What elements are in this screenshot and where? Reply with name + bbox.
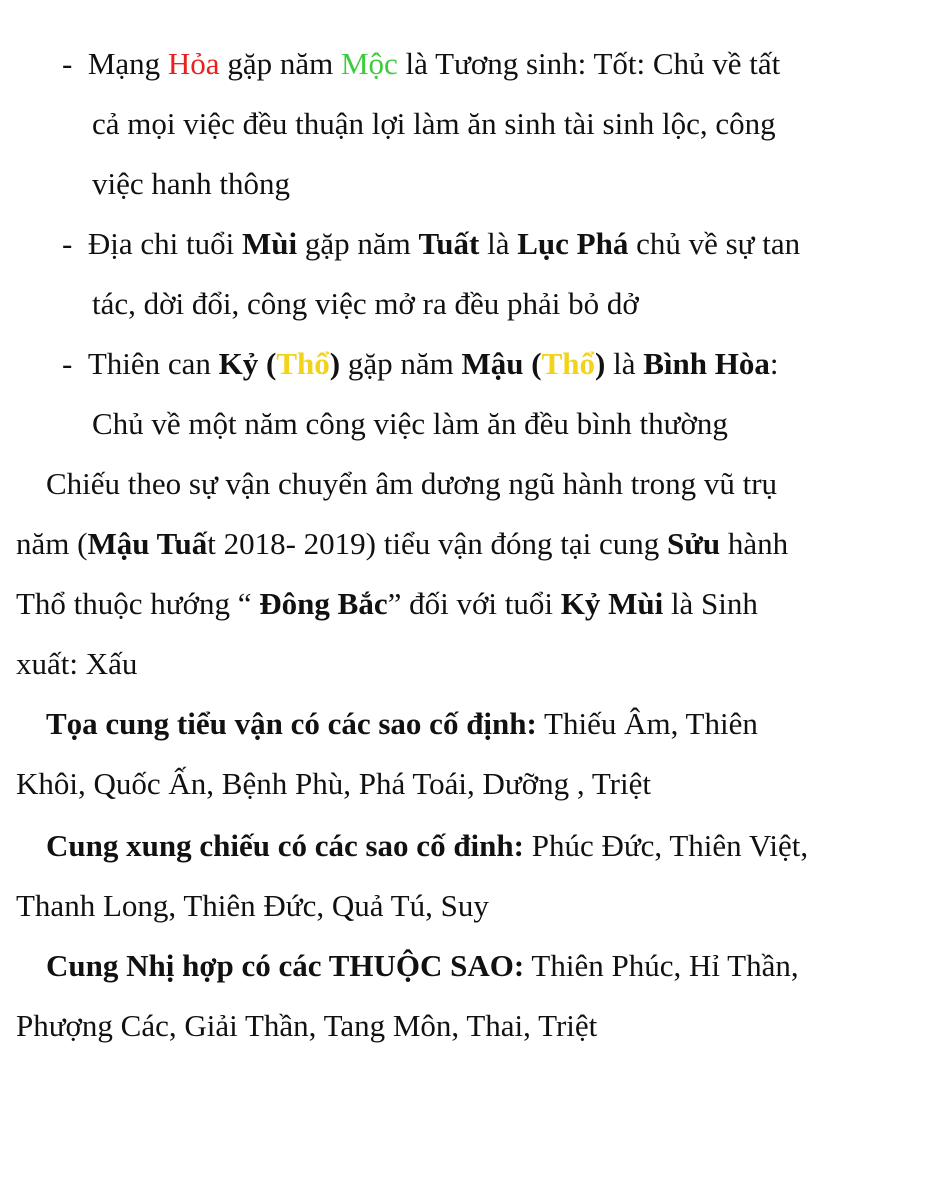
paren: ) xyxy=(329,346,341,381)
text: Thiếu Âm, Thiên xyxy=(536,706,758,741)
bold-term: Kỷ Mùi xyxy=(560,586,664,621)
text: chủ về sự tan xyxy=(628,226,801,261)
paragraph-1-line-4: xuất: Xấu xyxy=(16,646,138,681)
text: Thiên can xyxy=(87,346,219,381)
paragraph-4-line-2: Phượng Các, Giải Thần, Tang Môn, Thai, Triệt xyxy=(16,1008,598,1043)
text: gặp năm xyxy=(219,46,341,81)
section-label: Cung Nhị hợp có các THUỘC SAO: xyxy=(46,948,525,983)
paragraph-3-line-1 xyxy=(46,826,808,866)
paragraph-2-line-1 xyxy=(46,704,758,744)
bullet-1-line-3: việc hanh thông xyxy=(92,166,291,201)
bold-term: Lục Phá xyxy=(517,226,629,261)
text: Mạng xyxy=(87,46,168,81)
text: ” đối với tuổi xyxy=(387,586,561,621)
bold-term: Mậu Tuấ xyxy=(87,526,208,561)
bullet-3-line-1 xyxy=(62,344,778,384)
bullet-1-line-1 xyxy=(62,44,780,84)
paren: ) xyxy=(595,346,606,381)
text: năm ( xyxy=(16,526,88,561)
paragraph-1-line-3 xyxy=(16,584,758,624)
bullet-3-line-2: Chủ về một năm công việc làm ăn đều bình thường xyxy=(92,406,728,441)
text: Địa chi tuổi xyxy=(87,226,242,261)
text: Thiên Phúc, Hỉ Thần, xyxy=(524,948,799,983)
paragraph-4-line-1 xyxy=(46,946,799,986)
element-fire-word: Hỏa xyxy=(167,46,220,81)
bold-term: Đông Bắc xyxy=(259,586,388,621)
paren: ( xyxy=(258,346,277,381)
text: gặp năm xyxy=(297,226,419,261)
element-wood-word: Mộc xyxy=(340,46,398,81)
element-earth-word: Thổ xyxy=(276,346,330,381)
element-earth-word: Thổ xyxy=(541,346,595,381)
bullet-dash: - xyxy=(62,226,73,261)
paragraph-1-line-2 xyxy=(16,524,788,564)
paragraph-1-line-1: Chiếu theo sự vận chuyển âm dương ngũ hành trong vũ trụ xyxy=(46,466,778,501)
text: gặp năm xyxy=(340,346,462,381)
text: là Tương sinh: Tốt: Chủ về tất xyxy=(397,46,781,81)
bullet-2-line-2: tác, dời đổi, công việc mở ra đều phải bỏ dở xyxy=(92,286,639,321)
text: là xyxy=(479,226,518,261)
bullet-2-line-1 xyxy=(62,224,800,264)
bullet-1-line-2: cả mọi việc đều thuận lợi làm ăn sinh tài sinh lộc, công xyxy=(92,106,776,141)
paren: ( xyxy=(523,346,542,381)
bold-term: Tuất xyxy=(418,226,480,261)
bullet-dash: - xyxy=(62,46,73,81)
bold-term: Sửu xyxy=(666,526,721,561)
section-label: Tọa cung tiểu vận có các sao cố định: xyxy=(46,706,537,741)
section-label: Cung xung chiếu có các sao cố đinh: xyxy=(46,828,524,863)
text: hành xyxy=(720,526,789,561)
text: t 2018- 2019) tiểu vận đóng tại cung xyxy=(207,526,667,561)
text: là xyxy=(605,346,644,381)
paragraph-3-line-2: Thanh Long, Thiên Đức, Quả Tú, Suy xyxy=(16,888,489,923)
bullet-dash: - xyxy=(62,346,73,381)
text: Thổ thuộc hướng “ xyxy=(16,586,260,621)
bold-term: Mậu xyxy=(461,346,524,381)
text: Phúc Đức, Thiên Việt, xyxy=(523,828,809,863)
bold-term: Bình Hòa xyxy=(643,346,770,381)
text: là Sinh xyxy=(663,586,758,621)
bold-term: Mùi xyxy=(241,226,298,261)
text: : xyxy=(769,346,779,381)
bold-term: Kỷ xyxy=(218,346,259,381)
paragraph-2-line-2: Khôi, Quốc Ấn, Bệnh Phù, Phá Toái, Dưỡng , Triệt xyxy=(16,766,651,801)
